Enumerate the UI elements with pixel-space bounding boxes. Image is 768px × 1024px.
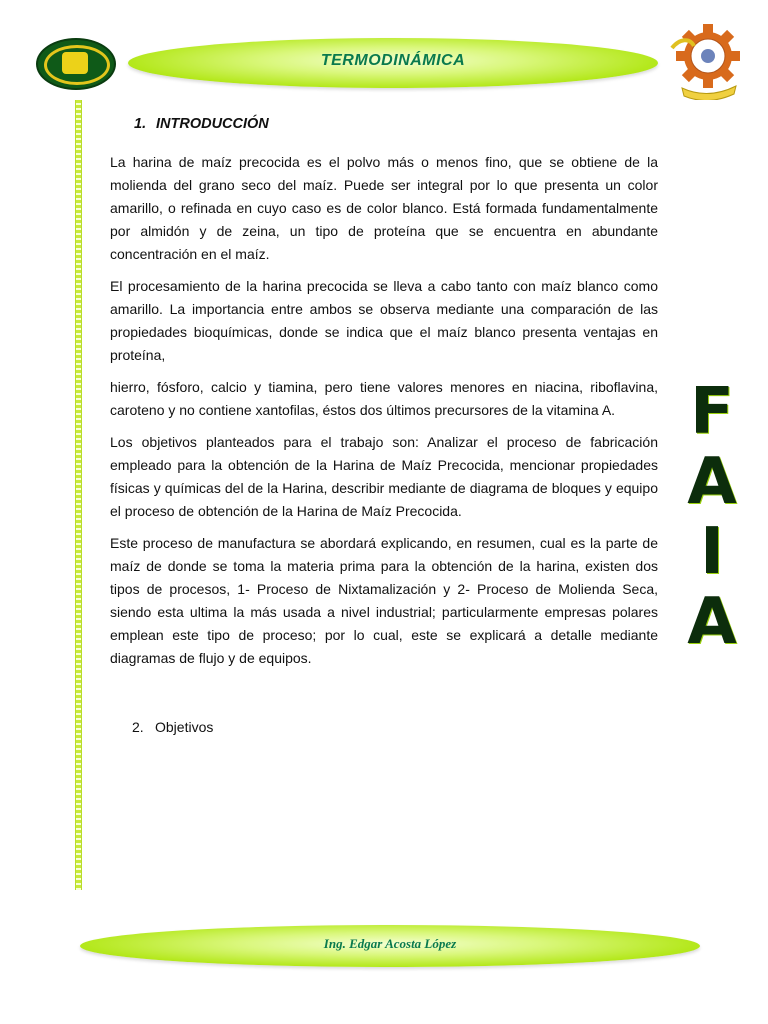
faia-letter: I <box>700 515 724 589</box>
paragraph: El procesamiento de la harina precocida se lleva a cabo tanto con maíz blanco como amarillo. La importancia entre ambos se observa mediante una comparación de las propiedades bioquímicas, donde se indica que el maíz blanco presenta ventajas en proteína, <box>110 278 658 363</box>
faia-letter: A <box>687 445 737 519</box>
header-banner <box>128 38 658 88</box>
document-body <box>110 113 658 739</box>
footer-banner <box>80 925 700 967</box>
section-heading-introduccion <box>134 113 658 136</box>
decorative-vertical-line <box>75 100 82 890</box>
paragraph: hierro, fósforo, calcio y tiamina, pero tiene valores menores en niacina, riboflavina, caroteno y no contiene xantofilas, éstos dos últimos precursores de la vitamina A. <box>110 379 658 418</box>
paragraph: Los objetivos planteados para el trabajo son: Analizar el proceso de fabricación empleado para la obtención de la Harina de Maíz Precocida, mencionar propiedades físicas y químicas del de la Harina, describir mediante de diagrama de bloques y equipo el proceso de obtención de la Harina de Maíz Precocida. <box>110 434 658 519</box>
faia-vertical-label <box>682 375 742 660</box>
faia-letter: A <box>687 585 737 659</box>
section-heading-objetivos <box>132 716 658 739</box>
section-number: 2. <box>132 719 144 735</box>
section-title: Objetivos <box>155 719 214 735</box>
page-title: TERMODINÁMICA <box>320 52 466 69</box>
paragraph: La harina de maíz precocida es el polvo más o menos fino, que se obtiene de la molienda del grano seco del maíz. Puede ser integral por lo que presenta un color amarillo, o refinada en cuyo caso es de color blanco. Está formada fundamentalmente por almidón y de zeina, un tipo de proteína que se encuentra en abundante concentración en el maíz. <box>110 154 658 262</box>
footer-author: Ing. Edgar Acosta López <box>323 936 457 951</box>
gear-emblem-icon <box>668 18 746 100</box>
faia-letter: F <box>690 375 734 449</box>
section-title: INTRODUCCIÓN <box>156 116 269 132</box>
paragraph: Este proceso de manufactura se abordará explicando, en resumen, cual es la parte de maíz de donde se toma la materia prima para la obtención de la harina, existen dos tipos de procesos, 1- Proceso de Nixtamalización y 2- Proceso de Molienda Seca, siendo esta ultima la más usada a nivel industrial; particularmente empresas polares emplean este tipo de proceso; por lo cual, este se explicará a detalle mediante diagramas de flujo y de equipos. <box>110 535 658 666</box>
university-seal-icon <box>36 38 116 90</box>
section-number: 1. <box>134 116 147 132</box>
